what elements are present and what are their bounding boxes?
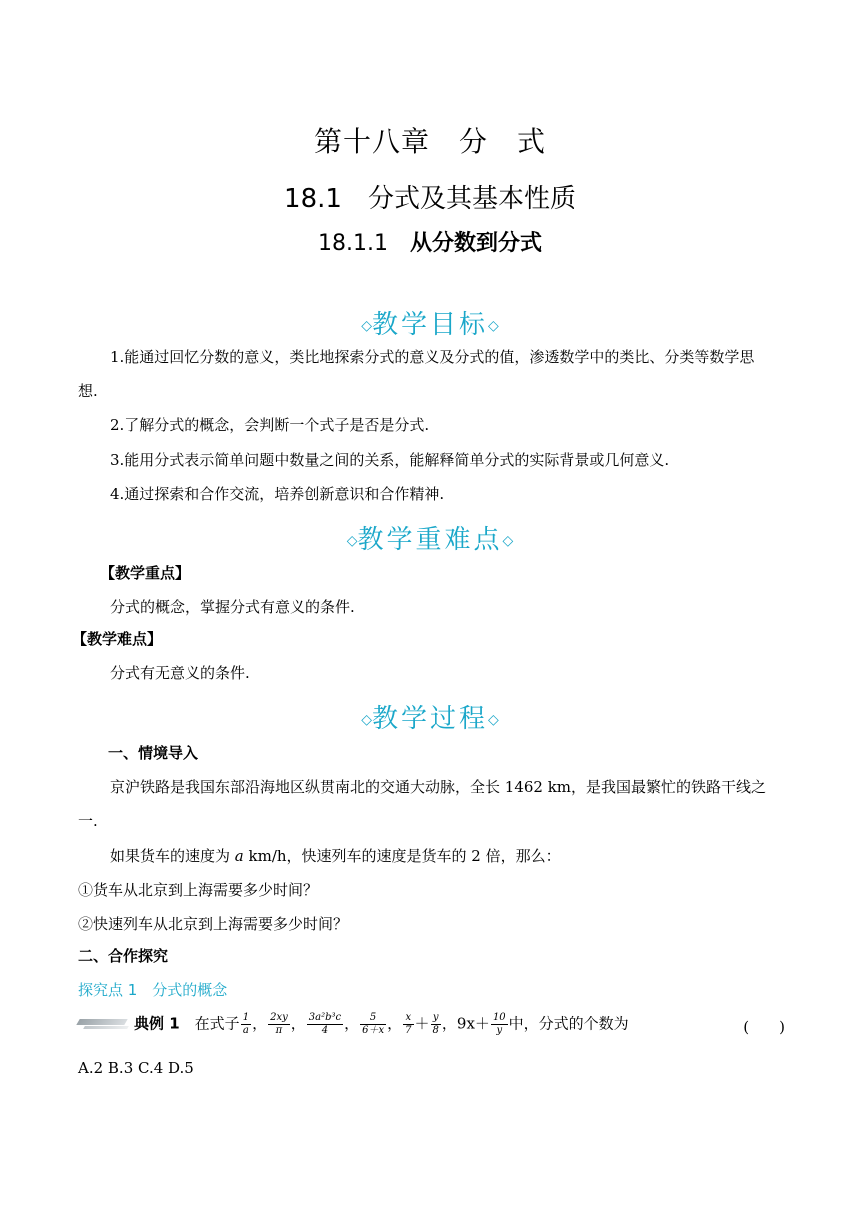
chapter-title: 第十八章 分 式 (313, 125, 546, 158)
goals-heading-text: 教学目标 (371, 310, 488, 340)
part1-paragraph-1: 京沪铁路是我国东部沿海地区纵贯南北的交通大动脉，全长 1462 km，是我国最繁忙的铁路干线之 (110, 778, 767, 796)
focus-label: 【教学重点】 (100, 564, 191, 582)
p2-text-post: km/h，快速列车的速度是货车的 2 倍，那么： (243, 847, 561, 865)
probe-point-1: 探究点 1 分式的概念 (78, 981, 228, 999)
section-title: 18.1 分式及其基本性质 (284, 184, 576, 214)
process-heading (0, 698, 860, 735)
fraction-5-numerator: x (403, 1012, 413, 1025)
fraction-4-numerator: 5 (360, 1012, 386, 1025)
diamond-icon: ◇ (346, 533, 358, 549)
fraction-7-denominator: y (496, 1025, 503, 1036)
diamond-icon: ◇ (361, 712, 372, 728)
fraction-6 (431, 1012, 441, 1037)
fraction-7 (491, 1012, 508, 1037)
comma: ， (290, 1014, 306, 1033)
part1-title: 一、情境导入 (108, 744, 199, 762)
key-points-heading (0, 519, 860, 556)
p2-variable: a (234, 847, 244, 865)
focus-text: 分式的概念，掌握分式有意义的条件. (110, 598, 355, 616)
term-9x: 9x＋ (456, 1014, 490, 1033)
goal-item-2: 2.了解分式的概念，会判断一个式子是否是分式. (110, 416, 430, 434)
goal-item-1: 1.能通过回忆分数的意义，类比地探索分式的意义及分式的值，渗透数学中的类比、分类等数学思 (110, 348, 755, 366)
comma: ， (441, 1014, 457, 1033)
difficulty-label: 【教学难点】 (72, 630, 163, 648)
fraction-3 (307, 1012, 343, 1037)
fraction-5-denominator: 7 (405, 1025, 412, 1036)
fraction-2-numerator: 2xy (270, 1012, 288, 1023)
fraction-5 (403, 1012, 413, 1037)
goal-item-3: 3.能用分式表示简单问题中数量之间的关系，能解释简单分式的实际背景或几何意义. (110, 451, 670, 469)
fraction-6-denominator: 8 (432, 1025, 439, 1036)
fraction-1 (241, 1012, 251, 1037)
fraction-3-denominator: 4 (321, 1025, 329, 1036)
p2-text-pre: 如果货车的速度为 (110, 847, 235, 865)
comma: ， (252, 1014, 268, 1033)
goal-item-1-cont: 想. (78, 382, 98, 400)
part1-paragraph-2 (110, 845, 785, 867)
example-badge-icon (78, 1019, 132, 1031)
part1-paragraph-1-cont: 一. (78, 812, 98, 830)
goals-heading (0, 304, 860, 341)
answer-options: A.2 B.3 C.4 D.5 (78, 1059, 194, 1077)
subsection-title (0, 226, 860, 257)
fraction-4-denominator: 6＋x (362, 1025, 385, 1036)
subsection-number: 18.1.1 (318, 231, 410, 256)
difficulty-text: 分式有无意义的条件. (110, 664, 250, 682)
plus-sign: ＋ (414, 1014, 430, 1033)
fraction-2 (268, 1012, 290, 1037)
example-label: 典例 1 (134, 1014, 180, 1033)
diamond-icon: ◇ (502, 533, 514, 549)
diamond-icon: ◇ (488, 318, 499, 334)
fraction-7-numerator: 10 (492, 1012, 506, 1023)
part2-title: 二、合作探究 (78, 947, 169, 965)
fraction-2-denominator: π (275, 1025, 283, 1036)
diamond-icon: ◇ (361, 318, 372, 334)
fraction-4 (360, 1012, 386, 1037)
comma: ， (387, 1014, 403, 1033)
comma: ， (344, 1014, 360, 1033)
process-heading-text: 教学过程 (371, 704, 488, 734)
subsection-name: 从分数到分式 (409, 231, 542, 256)
fraction-1-denominator: a (242, 1025, 249, 1036)
example-intro: 在式子 (179, 1014, 240, 1033)
key-points-heading-text: 教学重难点 (357, 525, 503, 555)
answer-parentheses: ( ) (743, 1018, 785, 1036)
goal-item-4: 4.通过探索和合作交流，培养创新意识和合作精神. (110, 485, 445, 503)
example-question: 中，分式的个数为 (508, 1014, 629, 1033)
fraction-3-numerator: 3a²b³c (308, 1012, 342, 1023)
question-1: ①货车从北京到上海需要多少时间？ (78, 881, 319, 899)
fraction-1-numerator: 1 (242, 1012, 250, 1023)
question-2: ②快速列车从北京到上海需要多少时间？ (78, 915, 349, 933)
diamond-icon: ◇ (488, 712, 499, 728)
example-1 (78, 1012, 785, 1042)
fraction-6-numerator: y (431, 1012, 441, 1025)
